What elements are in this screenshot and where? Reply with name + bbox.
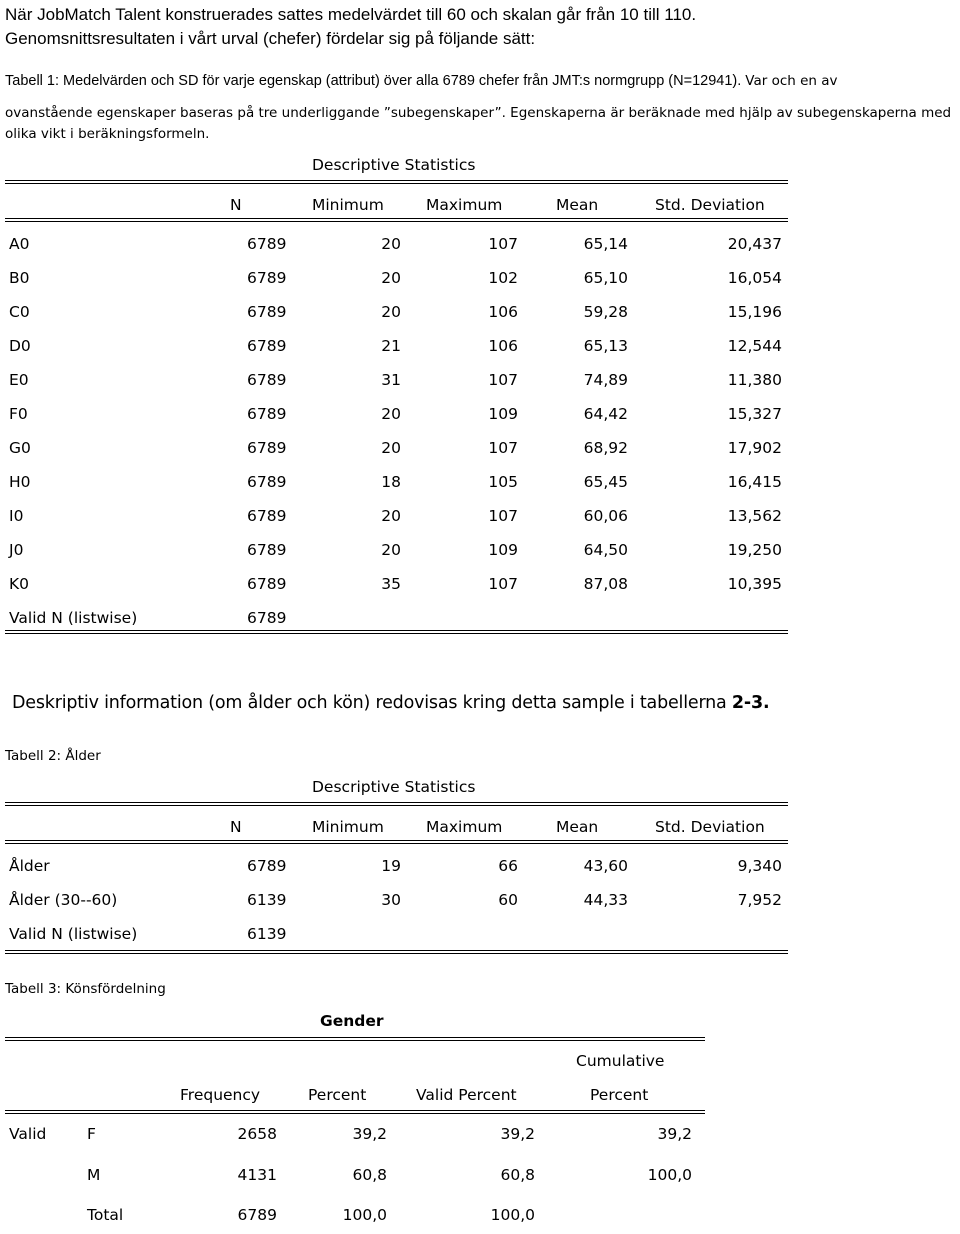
cell-valid-percent: 100,0 [490, 1206, 535, 1224]
cell-std-deviation: 15,327 [727, 405, 782, 423]
table2-header-maximum: Maximum [426, 818, 503, 836]
table2-header-minimum: Minimum [312, 818, 384, 836]
table1-header-rule [5, 218, 788, 222]
table3-header-cumulative-percent: Percent [590, 1086, 649, 1104]
cell-n: 6789 [247, 439, 287, 457]
cell-mean: 64,42 [583, 405, 628, 423]
cell-minimum: 20 [381, 269, 401, 287]
cell-percent: 100,0 [342, 1206, 387, 1224]
cell-std-deviation: 19,250 [727, 541, 782, 559]
table3-header-cumulative: Cumulative [576, 1052, 665, 1070]
cell-percent: 60,8 [352, 1165, 387, 1184]
table2-header-n: N [230, 818, 242, 836]
cell-minimum: 31 [381, 371, 401, 389]
cell-minimum: 20 [381, 405, 401, 423]
cell-mean: 43,60 [583, 857, 628, 875]
row-label: M [87, 1165, 101, 1184]
row-label: F [87, 1125, 96, 1143]
cell-minimum: 30 [381, 891, 401, 909]
table1-header-std-deviation: Std. Deviation [655, 196, 765, 214]
cell-minimum: 20 [381, 303, 401, 321]
cell-mean: 64,50 [583, 541, 628, 559]
cell-std-deviation: 7,952 [737, 891, 782, 909]
cell-mean: 74,89 [583, 371, 628, 389]
cell-maximum: 106 [488, 303, 518, 321]
cell-mean: 65,13 [583, 337, 628, 355]
cell-mean: 44,33 [583, 891, 628, 909]
row-label: Ålder (30--60) [9, 891, 118, 909]
cell-std-deviation: 10,395 [727, 575, 782, 593]
cell-maximum: 105 [488, 473, 518, 491]
cell-maximum: 66 [498, 857, 518, 875]
cell-n: 6789 [247, 371, 287, 389]
cell-n: 6139 [247, 925, 287, 943]
cell-maximum: 107 [488, 439, 518, 457]
cell-n: 6789 [247, 541, 287, 559]
table3-caption: Tabell 3: Könsfördelning [5, 981, 166, 997]
table1-header-maximum: Maximum [426, 196, 503, 214]
tables-note-text: Deskriptiv information (om ålder och kön) redovisas kring detta sample i tabellerna [12, 693, 732, 713]
row-label: K0 [9, 575, 30, 593]
cell-valid-percent: 60,8 [500, 1165, 535, 1184]
cell-minimum: 20 [381, 235, 401, 253]
cell-valid-percent: 39,2 [500, 1125, 535, 1143]
table3-top-rule [5, 1037, 705, 1041]
row-label: E0 [9, 371, 29, 389]
table1-header-minimum: Minimum [312, 196, 384, 214]
cell-std-deviation: 15,196 [727, 303, 782, 321]
cell-std-deviation: 9,340 [737, 857, 782, 875]
cell-std-deviation: 11,380 [727, 371, 782, 389]
cell-minimum: 19 [381, 857, 401, 875]
cell-std-deviation: 20,437 [727, 235, 782, 253]
row-label: Valid N (listwise) [9, 609, 138, 627]
tables-note [12, 693, 769, 713]
table3-header-percent: Percent [308, 1086, 367, 1104]
cell-maximum: 109 [488, 405, 518, 423]
row-label: H0 [9, 473, 31, 491]
cell-minimum: 21 [381, 337, 401, 355]
table3-header-frequency: Frequency [180, 1086, 261, 1104]
cell-n: 6789 [247, 857, 287, 875]
cell-maximum: 107 [488, 235, 518, 253]
cell-minimum: 18 [381, 473, 401, 491]
intro-line-1: När JobMatch Talent konstruerades sattes medelvärdet till 60 och skalan går från 10 till 110. [5, 5, 697, 24]
row-label: Total [87, 1206, 124, 1224]
table2-bottom-rule [5, 950, 788, 954]
cell-minimum: 35 [381, 575, 401, 593]
cell-n: 6789 [247, 235, 287, 253]
cell-mean: 60,06 [583, 507, 628, 525]
row-label: Valid N (listwise) [9, 925, 138, 943]
table2-header-std-deviation: Std. Deviation [655, 818, 765, 836]
cell-maximum: 107 [488, 575, 518, 593]
table2-header-mean: Mean [556, 818, 599, 836]
table3-header-valid-percent: Valid Percent [416, 1086, 517, 1104]
cell-n: 6789 [247, 337, 287, 355]
cell-cumulative-percent: 100,0 [647, 1165, 692, 1184]
row-label: A0 [9, 235, 30, 253]
cell-minimum: 20 [381, 541, 401, 559]
cell-mean: 65,10 [583, 269, 628, 287]
row-label: C0 [9, 303, 30, 321]
row-label: Ålder [9, 857, 50, 875]
cell-n: 6789 [247, 303, 287, 321]
row-label: I0 [9, 507, 24, 525]
cell-maximum: 107 [488, 507, 518, 525]
table1-caption-part-b: Var och en av [745, 73, 838, 89]
cell-n: 6789 [247, 609, 287, 627]
cell-maximum: 107 [488, 371, 518, 389]
cell-n: 6789 [247, 269, 287, 287]
cell-maximum: 109 [488, 541, 518, 559]
table1-bottom-rule [5, 630, 788, 634]
row-label: J0 [9, 541, 24, 559]
cell-std-deviation: 13,562 [727, 507, 782, 525]
table2-header-rule [5, 840, 788, 844]
cell-maximum: 102 [488, 269, 518, 287]
cell-percent: 39,2 [352, 1125, 387, 1143]
table1-caption-line-2: ovanstående egenskaper baseras på tre underliggande ”subegenskaper”. Egenskaperna är beräknade med hjälp av subegenskaperna med [5, 105, 952, 121]
cell-maximum: 106 [488, 337, 518, 355]
table1-caption-part-a: Tabell 1: Medelvärden och SD för varje egenskap (attribut) över alla 6789 chefer från JMT:s normgrupp (N=12941). [5, 73, 742, 89]
table3-title: Gender [320, 1012, 384, 1030]
row-label: B0 [9, 269, 30, 287]
table2-top-rule [5, 802, 788, 806]
cell-std-deviation: 16,415 [727, 473, 782, 491]
cell-minimum: 20 [381, 507, 401, 525]
table2-caption: Tabell 2: Ålder [5, 748, 101, 764]
cell-mean: 87,08 [583, 575, 628, 593]
table1-top-rule [5, 180, 788, 184]
cell-std-deviation: 17,902 [727, 439, 782, 457]
table1-caption-line-1 [5, 70, 838, 92]
table3-group-label: Valid [9, 1125, 47, 1143]
cell-n: 6789 [247, 405, 287, 423]
cell-mean: 65,14 [583, 235, 628, 253]
cell-maximum: 60 [498, 891, 518, 909]
cell-frequency: 2658 [237, 1125, 277, 1143]
cell-frequency: 6789 [237, 1206, 277, 1224]
cell-mean: 68,92 [583, 439, 628, 457]
table1-header-n: N [230, 196, 242, 214]
table1-header-mean: Mean [556, 196, 599, 214]
table2-title: Descriptive Statistics [312, 778, 476, 796]
row-label: F0 [9, 405, 28, 423]
cell-n: 6789 [247, 575, 287, 593]
row-label: D0 [9, 337, 31, 355]
cell-mean: 59,28 [583, 303, 628, 321]
intro-line-2: Genomsnittsresultaten i vårt urval (chefer) fördelar sig på följande sätt: [5, 29, 536, 48]
cell-n: 6139 [247, 891, 287, 909]
cell-frequency: 4131 [237, 1165, 277, 1184]
table3-header-rule [5, 1110, 705, 1114]
table1-title: Descriptive Statistics [312, 156, 476, 174]
cell-n: 6789 [247, 507, 287, 525]
cell-n: 6789 [247, 473, 287, 491]
tables-note-ref: 2-3. [731, 693, 770, 713]
cell-minimum: 20 [381, 439, 401, 457]
cell-std-deviation: 12,544 [727, 337, 782, 355]
row-label: G0 [9, 439, 31, 457]
cell-mean: 65,45 [583, 473, 628, 491]
cell-cumulative-percent: 39,2 [657, 1125, 692, 1143]
table1-caption-line-3: olika vikt i beräkningsformeln. [5, 126, 210, 142]
cell-std-deviation: 16,054 [727, 269, 782, 287]
